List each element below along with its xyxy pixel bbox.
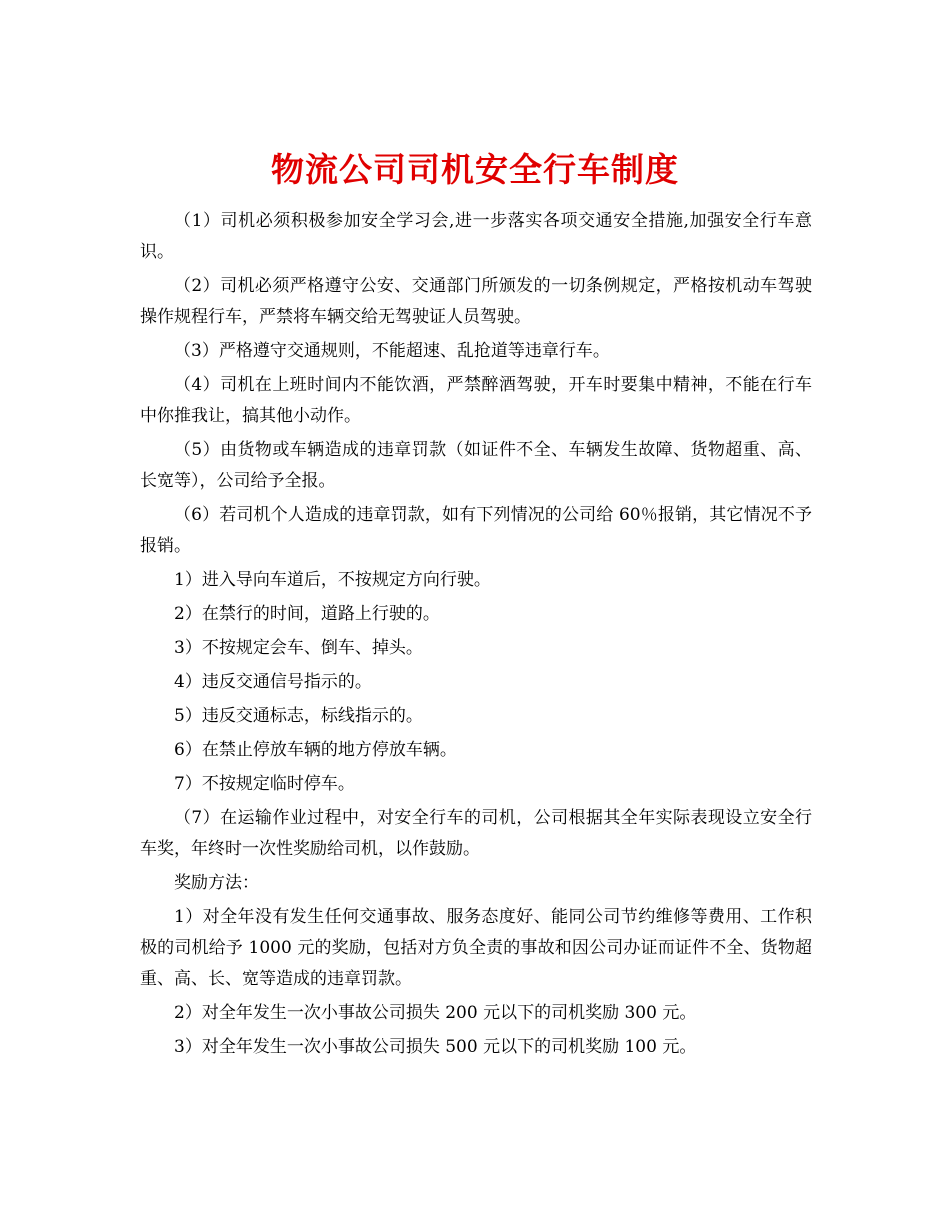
list-item: 6）在禁止停放车辆的地方停放车辆。: [174, 740, 457, 760]
list-item: 3）不按规定会车、倒车、掉头。: [174, 638, 423, 658]
list-item: 2）在禁行的时间，道路上行驶的。: [174, 604, 440, 624]
list-item: 5）违反交通标志，标线指示的。: [174, 706, 423, 726]
paragraph: （7）在运输作业过程中，对安全行车的司机，公司根据其全年实际表现设立安全行车奖，年终时一次性奖励给司机，以作鼓励。: [140, 808, 812, 859]
list-item: 7）不按规定临时停车。: [174, 774, 355, 794]
paragraph: （5）由货物或车辆造成的违章罚款（如证件不全、车辆发生故障、货物超重、高、长宽等），公司给予全报。: [140, 440, 812, 491]
paragraph: （6）若司机个人造成的违章罚款，如有下列情况的公司给 60％报销，其它情况不予报销。: [140, 505, 812, 556]
section-label: 奖励方法：: [174, 873, 259, 893]
document-body: [140, 206, 812, 1066]
paragraph: （2）司机必须严格遵守公安、交通部门所颁发的一切条例规定，严格按机动车驾驶操作规程行车，严禁将车辆交给无驾驶证人员驾驶。: [140, 276, 812, 327]
list-item: 4）违反交通信号指示的。: [174, 672, 372, 692]
list-item: 1）对全年没有发生任何交通事故、服务态度好、能同公司节约维修等费用、工作积极的司机给予 1000 元的奖励，包括对方负全责的事故和因公司办证而证件不全、货物超重、高、长、宽等造成的违章罚款。: [140, 907, 812, 989]
document-title: 物流公司司机安全行车制度: [271, 150, 679, 190]
list-item: 3）对全年发生一次小事故公司损失 500 元以下的司机奖励 100 元。: [174, 1037, 697, 1057]
list-item: 2）对全年发生一次小事故公司损失 200 元以下的司机奖励 300 元。: [174, 1003, 697, 1023]
list-item: 1）进入导向车道后，不按规定方向行驶。: [174, 570, 491, 590]
paragraph: （3）严格遵守交通规则，不能超速、乱抢道等违章行车。: [174, 341, 610, 361]
paragraph: （4）司机在上班时间内不能饮酒，严禁醉酒驾驶，开车时要集中精神，不能在行车中你推我让，搞其他小动作。: [140, 375, 812, 426]
paragraph: （1）司机必须积极参加安全学习会,进一步落实各项交通安全措施,加强安全行车意识。: [140, 211, 812, 262]
